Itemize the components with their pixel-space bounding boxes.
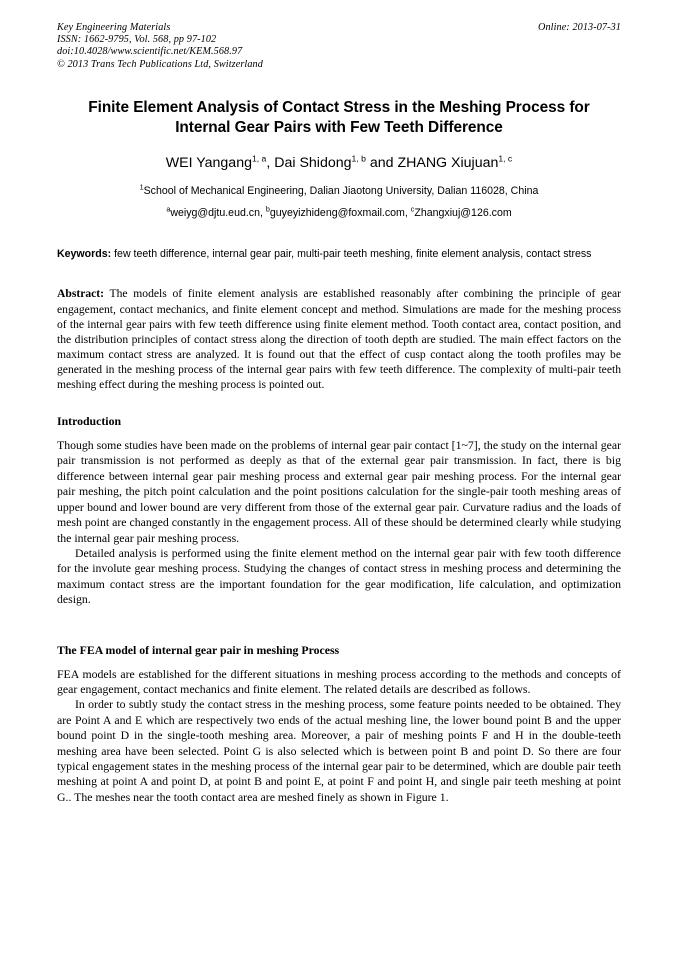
keywords-label: Keywords:: [57, 247, 112, 260]
author-affil-marker-3: 1, c: [498, 153, 513, 164]
author-name-1: WEI Yangang: [165, 154, 252, 171]
title-line-1: Finite Element Analysis of Contact Stress in the Meshing Process for: [88, 98, 590, 116]
journal-name: Key Engineering Materials: [57, 22, 171, 33]
author-name-3: ZHANG Xiujuan: [397, 154, 499, 171]
abstract-block: [57, 286, 621, 392]
email-separator-1: ,: [259, 206, 266, 219]
affiliation-text: School of Mechanical Engineering, Dalian Jiaotong University, Dalian 116028, China: [143, 184, 539, 197]
journal-copyright: © 2013 Trans Tech Publications Ltd, Switzerland: [57, 58, 263, 70]
section-fea-model-paragraph-2: In order to subtly study the contact stress in the meshing process, some feature points needed to be obtained. They are Point A and E which are respectively two ends of the actual meshing line, the lower bound point B and the upper bound point D in the single-tooth meshing area. Moreover, a pair of meshing points F and H in the double-teeth meshing area have been selected. Point G is also selected which is between point B and point D. So there are four typical engagement states in the meshing process of the internal gear pair to be determined, which are double pair teeth meshing at point A and point D, at point B and point E, at point F and point H, and single pair teeth meshing at point G.. The meshes near the tooth contact area are meshed finely as shown in Figure 1.: [57, 697, 621, 804]
author-separator-1: ,: [266, 154, 275, 171]
journal-doi: doi:10.4028/www.scientific.net/KEM.568.97: [57, 46, 243, 58]
email-marker-3: c: [410, 204, 415, 214]
page-content: [57, 22, 621, 805]
email-marker-1: a: [166, 204, 171, 214]
journal-header: [57, 22, 621, 71]
section-introduction-paragraph-2: Detailed analysis is performed using the finite element method on the internal gear pair with few tooth difference for the involute gear meshing process. Studying the changes of contact stress in meshing process and determining the maximum contact stress are the important foundation for the gear modification, life calculation, and optimization design.: [57, 545, 621, 607]
section-heading-introduction: Introduction: [57, 414, 122, 429]
email-separator-2: ,: [404, 206, 411, 219]
section-fea-model-paragraph-1: FEA models are established for the different situations in meshing process according to the methods and concepts of gear engagement, contact mechanics and finite element. The related details are described as follows.: [57, 666, 621, 696]
author-separator-2: and: [365, 154, 398, 171]
abstract-label: Abstract:: [57, 287, 105, 301]
author-name-2: Dai Shidong: [274, 154, 352, 171]
author-affil-marker-2: 1, b: [351, 153, 366, 164]
title-line-2: Internal Gear Pairs with Few Teeth Difference: [175, 118, 503, 136]
page-title: [57, 98, 621, 138]
keywords-block: [57, 247, 621, 262]
author-list: [57, 154, 621, 172]
journal-issn: ISSN: 1662-9795, Vol. 568, pp 97-102: [57, 34, 217, 46]
email-address-2[interactable]: guyeyizhideng@foxmail.com: [269, 206, 405, 219]
section-spacer: [57, 608, 621, 621]
author-affil-marker-1: 1, a: [251, 153, 267, 164]
online-date: Online: 2013-07-31: [537, 22, 621, 33]
email-marker-2: b: [265, 204, 270, 214]
section-introduction-paragraph-1: Though some studies have been made on the problems of internal gear pair contact [1~7], the study on the internal gear pair transmission is not performed as deeply as that of the external gear pair transmission. In fact, there is big difference between internal gear pair meshing process and external gear pair meshing process. For the internal gear pair meshing, the pitch point calculation and the point positions calculation for the single-pair tooth meshing areas of upper bound and lower bound are very different from those of the external gear pair. Curvature radius and the loads of mesh point are changed constantly in the engagement process. All of these should be determined clearly while studying the internal gear pair meshing process.: [57, 438, 621, 545]
section-heading-fea-model: The FEA model of internal gear pair in meshing Process: [57, 642, 340, 657]
abstract-text: The models of finite element analysis are established reasonably after combining the principle of gear engagement, contact mechanics, and finite element concept and method. Simulations are made for the meshing process of the internal gear pairs with few teeth difference using finite element method. Tooth contact area, contact position, and the distribution principles of contact stress along the direction of tooth depth are studied. The main effect factors on the maximum contact stress are analyzed. It is found out that the effect of cusp contact along the tooth profiles may be generated in the meshing process of the internal gear pairs with few teeth difference. The complexity of multi-pair teeth meshing effect during the meshing process is pointed out.: [57, 287, 621, 391]
keywords-text: few teeth difference, internal gear pair, multi-pair teeth meshing, finite element analysis, contact stress: [111, 247, 592, 260]
author-emails: [57, 206, 621, 220]
email-address-3[interactable]: Zhangxiuj@126.com: [414, 206, 512, 219]
email-address-1[interactable]: weiyg@djtu.eud.cn: [170, 206, 260, 219]
affiliation-marker: 1: [139, 182, 144, 192]
affiliation: [57, 184, 621, 198]
